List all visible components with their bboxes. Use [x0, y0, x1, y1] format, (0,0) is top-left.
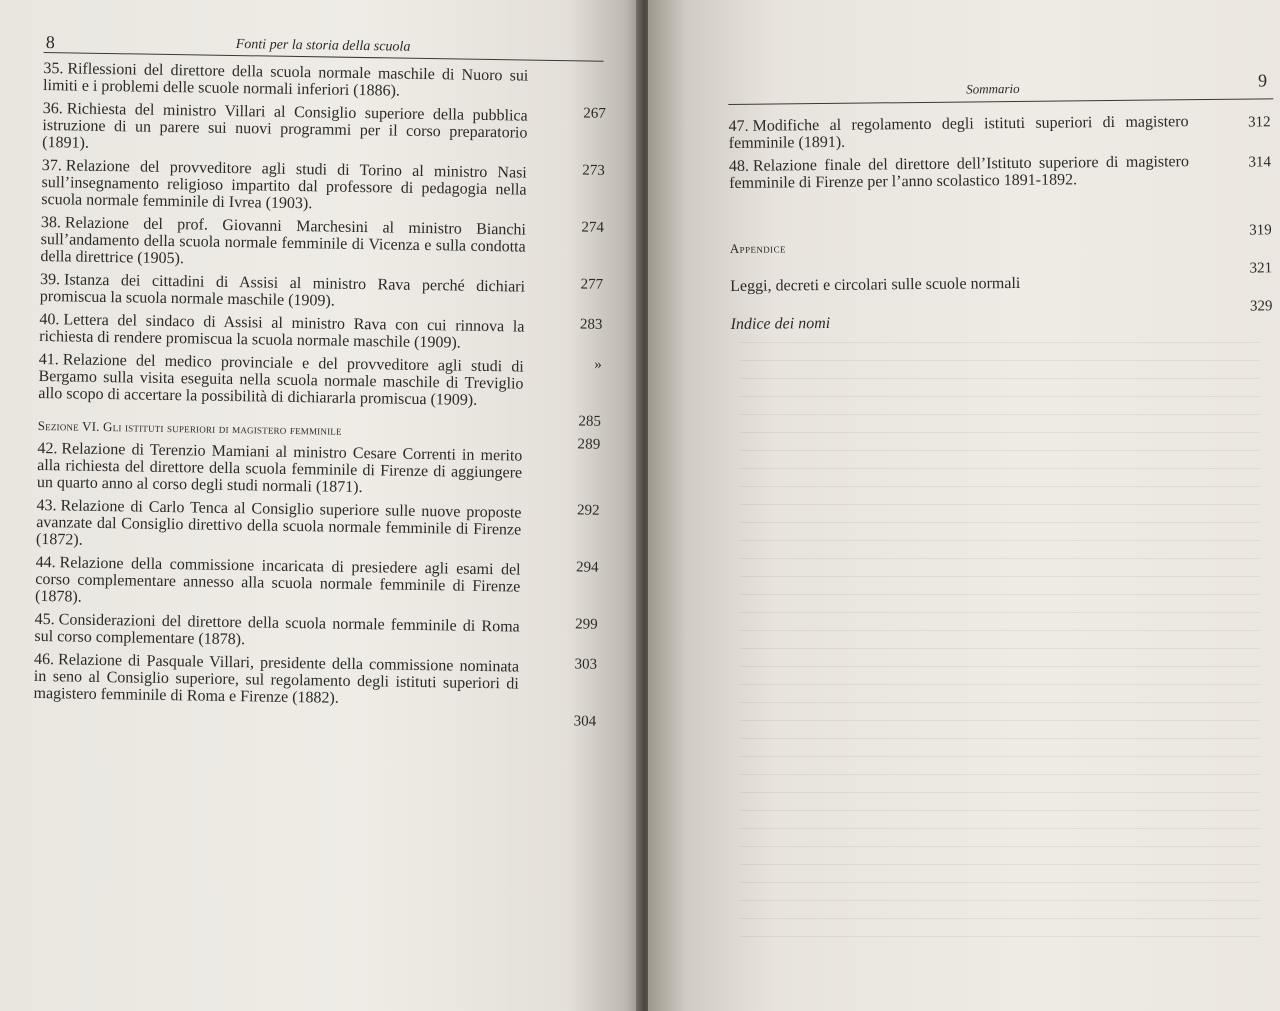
entry-number: 47. [728, 117, 749, 135]
right-running-head: Sommario [966, 80, 1020, 97]
entry-number: 41. [38, 350, 59, 369]
appendix-item-text: Leggi, decreti e circolari sulle scuole normali [730, 274, 1021, 295]
left-page-number: 8 [45, 32, 55, 53]
entry-page: 292 [576, 502, 600, 519]
entry-number: 35. [43, 59, 64, 78]
entry-page: 312 [1247, 114, 1271, 131]
left-page-header [44, 30, 604, 63]
entry-number: 46. [33, 650, 55, 669]
entry-text: Riflessioni del direttore della scuola normale maschile di Nuoro sui limiti e i problemi delle scuole normali inferiori (1886). [42, 60, 529, 100]
entry-text: Relazione del medico provinciale e del provveditore agli studi di Bergamo sulla visita eseguita nella scuola normale maschile di Treviglio allo scopo di accertare la possibilità di dichiararla promiscua (1909). [38, 351, 524, 409]
right-page-content [728, 68, 1276, 354]
entry-text: Istanza dei cittadini di Assisi al ministro Rava perché dichiari promiscua la scuola normale maschile (1909). [39, 271, 526, 310]
index-page: 329 [1249, 298, 1273, 315]
entry-page: 277 [580, 276, 604, 293]
entry-number: 42. [37, 439, 58, 458]
appendix-item-page: 321 [1249, 260, 1273, 277]
entry-text: Relazione di Carlo Tenca al Consiglio superiore sulle nuove proposte avanzate dal Consiglio direttivo della scuola normale femminile di Firenze (1872). [35, 497, 522, 549]
entry-page: » [594, 356, 602, 373]
entry-page: 299 [575, 616, 598, 633]
toc-list-right [728, 113, 1272, 192]
entry-page: 303 [574, 656, 598, 673]
entry-number: 38. [40, 213, 62, 232]
header-rule [728, 98, 1273, 105]
entry-number: 39. [39, 270, 61, 289]
index-title: Indice dei nomi [730, 314, 831, 333]
appendix-item [730, 260, 1273, 296]
entry-page: 283 [579, 316, 603, 333]
entry-text: Richiesta del ministro Villari al Consiglio superiore della pubblica istruzione di un parere sui nuovi programmi per il corso preparatorio (1891). [42, 100, 528, 152]
right-page [648, 0, 1280, 1011]
entry-text: Relazione della commissione incaricata di presiedere agli esami del corso complementare annesso alla scuola normale femminile di Firenze (1878). [34, 554, 521, 606]
entry-number: 44. [35, 553, 56, 572]
index-entry [730, 298, 1273, 334]
entry-text: Modifiche al regolamento degli istituti superiori di magistero femminile (1891). [728, 113, 1189, 152]
left-page-content [33, 30, 606, 730]
left-running-head: Fonti per la storia della scuola [235, 37, 411, 55]
entry-text: Relazione finale del direttore dell’Istituto superiore di magistero femminile di Firenze per l’anno scolastico 1891-1892. [729, 153, 1190, 192]
entry-text: Relazione del provveditore agli studi di Torino al ministro Nasi sull’insegnamento religioso impartito dal professore di pedagogia nella scuola normale femminile di Ivrea (1903). [41, 157, 527, 213]
entry-text: Considerazioni del direttore della scuola normale femminile di Roma sul corso complementare (1878). [34, 611, 520, 649]
entry-page: 285 [578, 413, 602, 430]
entry-text: Relazione di Pasquale Villari, presidente della commissione nominata in seno al Consiglio superiore, sul regolamento degli istituti superiori di magistero femminile di Roma e Firenze (1882). [33, 651, 520, 707]
entry-page: 267 [583, 105, 606, 122]
entry-text: Relazione di Terenzio Mamiani al ministro Cesare Correnti in merito alla richiesta del direttore della scuola femminile di Firenze di aggiungere un quarto anno al corso degli studi normali (1871). [36, 440, 523, 497]
entry-number: 45. [34, 610, 55, 629]
toc-list-left [33, 59, 606, 730]
appendix-title: Appendice [729, 240, 786, 256]
entry-number: 37. [41, 156, 63, 175]
section-title: Sezione VI. Gli istituti superiori di magistero femminile [37, 417, 342, 438]
toc-entry [728, 113, 1271, 152]
toc-entry [728, 153, 1272, 192]
entry-page: 314 [1248, 154, 1272, 171]
entry-number: 43. [36, 496, 57, 515]
entry-number: 48. [728, 157, 750, 175]
entry-page: 294 [575, 559, 599, 576]
entry-page: 304 [573, 713, 597, 730]
entry-page: 274 [581, 219, 605, 236]
appendix-page: 319 [1249, 222, 1272, 239]
entry-number: 36. [42, 99, 63, 118]
appendix-heading [729, 222, 1272, 258]
appendix-block [729, 222, 1273, 334]
entry-number: 40. [39, 310, 60, 329]
entry-text: Lettera del sindaco di Assisi al ministro Rava con cui rinnova la richiesta di rendere promiscua la scuola normale maschile (1909). [39, 311, 525, 352]
entry-page: 273 [582, 162, 605, 179]
right-page-number: 9 [1257, 70, 1268, 91]
entry-text: Relazione del prof. Giovanni Marchesini al ministro Bianchi sull’andamento della scuola normale femminile di Vicenza e sulla condotta della direttrice (1905). [40, 214, 527, 268]
section-page: 289 [577, 436, 601, 453]
right-page-header [728, 68, 1273, 106]
